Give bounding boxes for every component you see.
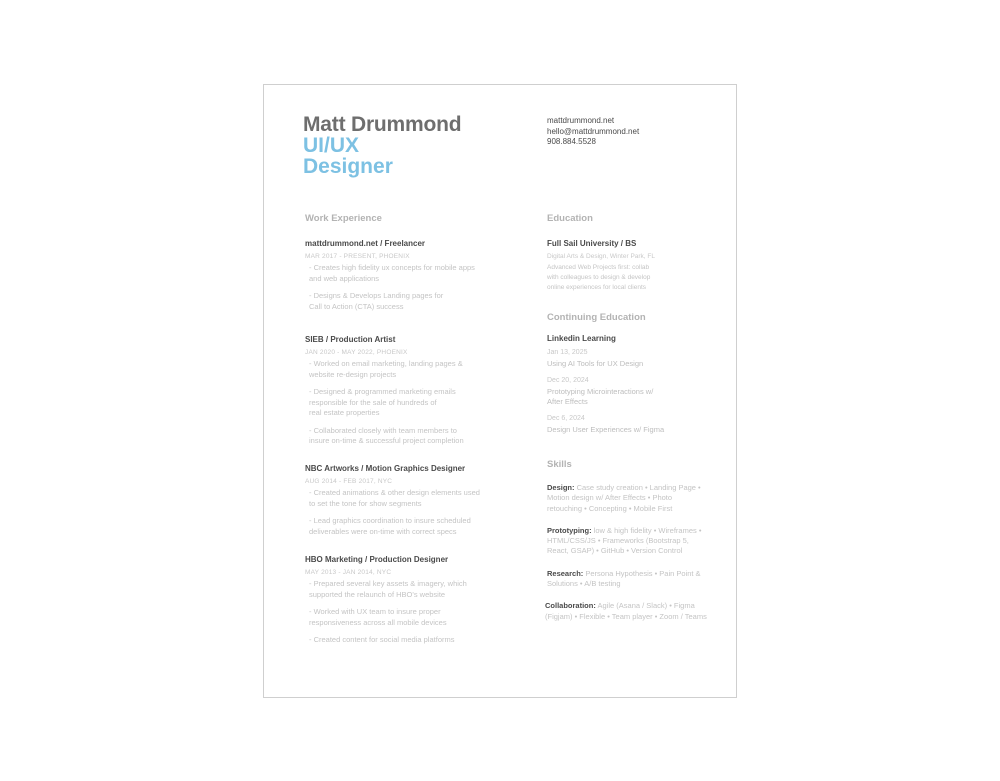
skill-label: Collaboration: (545, 601, 596, 611)
role-line-2: Designer (303, 155, 393, 178)
job-bullet: - Designs & Develops Landing pages for Call to Action (CTA) success (309, 291, 444, 311)
job-bullet: - Lead graphics coordination to insure scheduled deliverables were on-time with correct specs (309, 516, 471, 536)
role-line-1: UI/UX (303, 134, 360, 157)
school-description: Advanced Web Projects first: collab with colleagues to design & develop online experiences for local clients (547, 264, 651, 291)
skill-group (547, 569, 707, 590)
school-program: Digital Arts & Design, Winter Park, FL (547, 253, 656, 260)
job-bullet: - Prepared several key assets & imagery, which supported the relaunch of HBO's website (309, 579, 467, 599)
skills-section (547, 459, 707, 622)
job-date: AUG 2014 - FEB 2017, NYC (305, 478, 393, 485)
section-title-education: Education (547, 213, 593, 224)
job-bullet: - Created animations & other design elements used to set the tone for show segments (309, 488, 480, 508)
skill-text: Persona Hypothesis • Pain Point & Solutions • A/B testing (547, 568, 701, 589)
job-bullet: - Creates high fidelity ux concepts for mobile apps and web applications (309, 263, 475, 283)
resume-name: Matt Drummond (303, 113, 462, 136)
skill-label: Design: (547, 483, 575, 492)
job-item (305, 239, 515, 312)
job-date: MAR 2017 - PRESENT, PHOENIX (305, 253, 410, 260)
job-bullet: - Worked with UX team to insure proper responsiveness across all mobile devices (309, 607, 447, 627)
resume-role (303, 135, 443, 177)
continuing-education-section (547, 312, 717, 435)
skill-text: Agile (Asana / Slack) • Figma (Figjam) • Flexible • Team player • Zoom / Teams (545, 601, 707, 621)
job-bullet: - Created content for social media platforms (309, 635, 455, 644)
job-title: mattdrummond.net / Freelancer (305, 239, 426, 248)
job-bullet: - Designed & programmed marketing emails responsible for the sale of hundreds of real estate properties (309, 387, 456, 417)
skill-group (545, 601, 707, 622)
skill-label: Research: (547, 568, 584, 578)
job-item (305, 555, 515, 646)
contact-phone: 908.884.5528 (547, 137, 596, 146)
job-date: MAY 2013 - JAN 2014, NYC (305, 569, 392, 576)
school-name: Full Sail University / BS (547, 239, 637, 248)
job-bullet: - Worked on email marketing, landing pages & website re-design projects (309, 359, 463, 379)
course-name: Using AI Tools for UX Design (547, 359, 644, 368)
section-title-skills: Skills (547, 459, 572, 470)
contact-block (547, 116, 639, 148)
skill-group (547, 526, 707, 557)
course-date: Dec 20, 2024 (547, 377, 589, 384)
job-date: JAN 2020 - MAY 2022, PHOENIX (305, 349, 408, 356)
job-title: SIEB / Production Artist (305, 335, 396, 344)
course-name: Design User Experiences w/ Figma (547, 425, 665, 434)
job-title: HBO Marketing / Production Designer (305, 555, 449, 564)
skill-text: Case study creation • Landing Page • Motion design w/ After Effects • Photo retouching • Concepting • Mobile First (547, 483, 701, 513)
provider-name: Linkedin Learning (547, 334, 616, 343)
skill-text: low & high fidelity • Wireframes • HTML/CSS/JS • Frameworks (Bootstrap 5, React, GSAP) • GitHub • Version Control (547, 525, 702, 556)
course-date: Jan 13, 2025 (547, 349, 588, 356)
course-name: Prototyping Microinteractions w/ After Effects (547, 387, 654, 406)
job-item (305, 464, 515, 537)
section-title-continuing: Continuing Education (547, 312, 646, 323)
contact-website[interactable]: mattdrummond.net (547, 116, 615, 125)
section-title-work: Work Experience (305, 213, 382, 224)
job-bullet: - Collaborated closely with team members to insure on-time & successful project completion (309, 425, 464, 445)
education-item (547, 239, 717, 293)
course-date: Dec 6, 2024 (547, 415, 585, 422)
contact-email[interactable]: hello@mattdrummond.net (547, 126, 640, 136)
job-title: NBC Artworks / Motion Graphics Designer (305, 464, 466, 473)
resume-page (263, 84, 737, 698)
skill-label: Prototyping: (547, 525, 592, 535)
work-experience-section (305, 213, 515, 644)
job-item (305, 335, 515, 447)
skill-group (547, 483, 707, 514)
right-column (545, 213, 712, 621)
